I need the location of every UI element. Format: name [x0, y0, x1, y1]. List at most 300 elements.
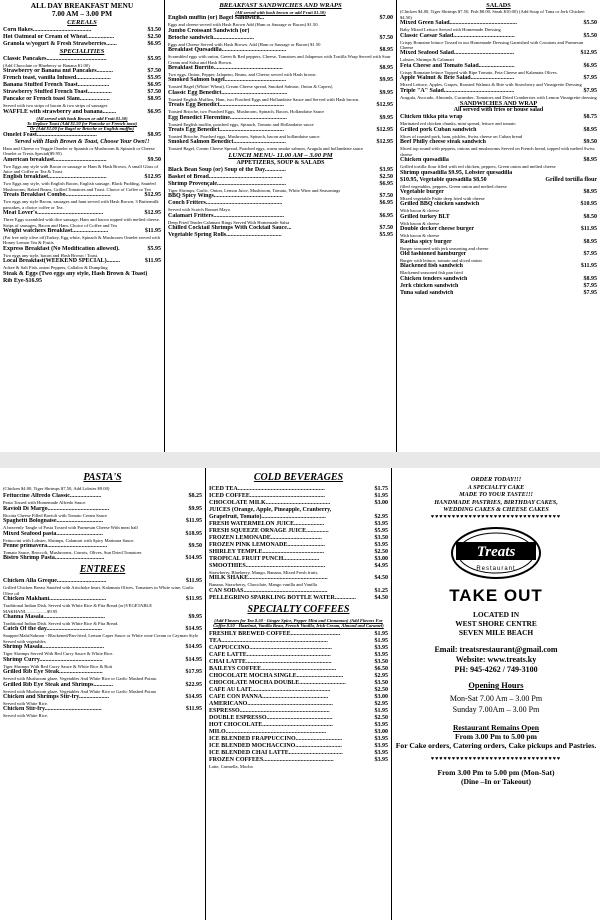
menu-item [168, 65, 393, 72]
menu-item [3, 246, 161, 253]
menu-item [209, 666, 388, 673]
menu-item-description: With bacon & cheese [400, 220, 440, 226]
menu-item-name: Grilled Rib Eye Steak............................. [3, 669, 103, 676]
menu-item-price: $1.95 [374, 493, 388, 499]
menu-item-description: Eggs and cheese served with Hash Brown Add (Ham or Sausage or Bacon) $1.50. [168, 22, 319, 28]
menu-item-name: English breakfast....................................... [3, 174, 107, 181]
menu-item-name: CHOCOLATE MOCHA DOUBLE............................... [209, 679, 346, 686]
menu-item-name: Beef Philly cheese steak sandwich [400, 139, 486, 146]
menu-item [168, 77, 393, 84]
menu-item-name: Treats Breakfast Combo.............................. [3, 192, 111, 199]
menu-item-name: BBQ Spicy Wings.............................................. [168, 193, 283, 200]
menu-item-name: Hot Oatmeal or Cream of Wheat.................. [3, 33, 115, 40]
menu-item-price: $3.95 [374, 542, 388, 548]
menu-item-price: $12.95 [144, 192, 161, 199]
menu-item-name: Feta Cheese and Tomato Salad........................ [400, 62, 515, 69]
menu-item-price: $6.95 [147, 82, 161, 89]
menu-item-price: $8.95 [583, 126, 597, 133]
section-title: SALADS [486, 2, 511, 9]
sandwiches-lunch-column [165, 0, 397, 452]
section-title: ENTREES [79, 564, 126, 576]
section-note: To Replace Toast (Add $1.50 for Pancake or French toast) [26, 121, 138, 127]
menu-item-name: FRESHLY BREWED COFFEE................................. [209, 630, 341, 637]
menu-item-price: $4.50 [374, 575, 388, 582]
menu-item [3, 258, 161, 265]
menu-item-price: $8.95 [379, 47, 393, 54]
menu-item-description: Ackee & Salt Fish, onion Peppers, Callaloo & Dumpling [3, 265, 108, 271]
menu-item-price: $2.50 [374, 686, 388, 693]
menu-item-description: Grilled Chicken Breast Sautéed with Artichoke heart, Kalamata Olives, Tomatoes in White wine, Garlic Olive oil [3, 585, 194, 596]
menu-item-price: $11.95 [185, 706, 202, 713]
menu-item-price: $17.95 [185, 669, 202, 676]
menu-item-name: TROPICAL FRUIT PUNCH........................ [209, 556, 320, 562]
menu-item-name: Channa Masala......................................... [3, 614, 106, 621]
menu-item-name: Chicken quesadilla [400, 157, 449, 164]
menu-item-description: Pasta Tossed with Homemade Alfredo Sauce [3, 500, 86, 506]
menu-item-price: $14.95 [185, 555, 202, 562]
menu-item [400, 114, 597, 121]
heart-divider-icon: ♥♥♥♥♥♥♥♥♥♥♥♥♥♥♥♥♥♥♥♥♥♥♥♥♥♥♥♥♥♥♥ [430, 755, 562, 762]
section-note: (All served with hash brown or add Fruit $1.50) [235, 10, 326, 15]
menu-item-price: $3.95 [379, 166, 393, 173]
menu-item-name: FROZEN LEMONADE.................................. [209, 535, 322, 541]
menu-item [3, 82, 161, 89]
menu-item [3, 578, 202, 585]
menu-item [168, 139, 393, 146]
location-line: WEST SHORE CENTRE [455, 618, 537, 628]
menu-item-description: Strawberry, Blueberry, Mango, Banana, Mixed Fresh fruits. [209, 570, 319, 575]
menu-item [3, 68, 161, 75]
menu-page-bottom [0, 468, 600, 920]
menu-item-name: Grilled Rib Eye Steak and Shrimps............. [3, 681, 114, 688]
menu-item [3, 518, 202, 525]
menu-item-price: $7.95 [583, 289, 597, 296]
menu-item [400, 276, 597, 283]
menu-item [400, 88, 597, 95]
menu-item-price: $7.50 [147, 89, 161, 96]
menu-item-description: Two eggs, Onion, Pepper, Jalapeno, Beans, and Cheese served with Hash brown. [168, 72, 317, 78]
menu-item-price: $8.50 [583, 213, 597, 220]
menu-item [3, 34, 161, 41]
menu-item-price: $3.00 [374, 500, 388, 506]
menu-item-name: FRESH SQUEEZE ORNAGE JUICE............... [209, 528, 329, 534]
menu-item-name: Vegetable burger [400, 188, 444, 195]
menu-item-name: FROZEN PINK LEMONADE......................... [209, 542, 325, 548]
section-note: Served with Hash Brown & Toast, Choose Your Own!! [14, 138, 150, 145]
menu-item-name: ICE BLENDED FRAPPUCCINO............................... [209, 735, 343, 742]
menu-item-name: AMERICANO......................................................... [209, 700, 333, 707]
menu-item-name: ICED COFFEE.................................................. [209, 493, 325, 499]
menu-item [209, 687, 388, 694]
menu-item [400, 263, 597, 270]
menu-item-price: $1.95 [374, 707, 388, 714]
menu-item-name: Double decker cheese burger [400, 226, 475, 233]
menu-item-price: $1.95 [374, 637, 388, 644]
menu-item-price: $3.50 [374, 679, 388, 686]
section-title: LUNCH MENU- 11.00 AM – 3.00 PM [228, 151, 333, 159]
menu-item-price: $9.50 [147, 156, 161, 163]
menu-item-name: Banana Stuffed French Toast..................... [3, 82, 110, 89]
menu-item-description: Tiger Shrimps With Red Curry Sauce & White Rice & Roti [3, 663, 113, 669]
menu-item-price: $2.50 [374, 549, 388, 555]
menu-item-description: Toasted English Muffins, Ham, two Poached Eggs and Hollandaise Sauce and Served with Hash brown. [168, 96, 360, 102]
menu-item-description: Ham and Cheese or Veggie Omelet or Spanish or Mushroom & Spinach or Cheese Omelet or Trests Special($9.95) [3, 145, 155, 157]
menu-item-name: Mixed Green Salad............................................. [400, 20, 518, 27]
menu-item-price: $3.95 [374, 742, 388, 749]
menu-item-description: Served with Mushroom glaze, Vegetables And White Rice or Garlic Mashed Potato [3, 688, 157, 694]
remains-open-line: From 3.00 Pm to 5.00 pm [455, 731, 537, 741]
menu-item [209, 694, 388, 701]
menu-item-price: $8.95 [583, 275, 597, 282]
section-subtitle: All served with fries or house salad [453, 107, 544, 114]
menu-item [3, 596, 202, 603]
menu-item-name: Steak & Eggs (Two eggs any style, Hash Brown & Toast) [3, 270, 148, 277]
menu-item-name: JUICES (Orange, Apple, Pineapple, Cranberry, [209, 507, 332, 513]
menu-item-name: Apple Walnut & Brie Salad............................. [400, 75, 515, 82]
menu-item-name: $10.95, Vegetable quesadilla $8.50 [400, 176, 487, 183]
order-line: HANDMADE PASTRIES, BIRTHDAY CAKES, [434, 498, 558, 506]
menu-item [3, 75, 161, 82]
menu-item [3, 96, 161, 103]
menu-item-description: Mixed Lettuce, Apples, Grapes, Roasted Walnuts & Brie with Strawberry and Vinaigrette Dressing [400, 82, 582, 88]
menu-item [209, 549, 388, 556]
menu-item [400, 50, 597, 57]
menu-item-price: $2.50 [374, 714, 388, 721]
menu-item-description: Marinated red chicken chunks, mint spread, lettuce and tomato [400, 121, 516, 127]
menu-item-description: (Chicken $4.00, Tiger Shrimps $7.50, Add Lobster $9.00) [3, 486, 110, 491]
menu-item-price: $6.95 [379, 180, 393, 187]
menu-item-description: Eggs and Cheese Served with Hash Brown. Add (Ham or Sausage or Bacon) $1.50 [168, 41, 321, 47]
menu-item-price: $3.95 [374, 721, 388, 728]
menu-item-description: Tomato Sauce, Broccoli, Mushrooms, Carrots, Olives, Sun Dried Tomatoes [3, 550, 142, 556]
menu-item-name: Ravioli Di Margo......................................... [3, 505, 110, 512]
menu-item-description: Two eggs any style Bacon, sausages and ham served with Hash Brown, 3 Buttermilk pancakes, a choice coffee or Tea. [3, 199, 159, 210]
menu-item [3, 682, 202, 689]
menu-item-price: Grilled tortilla flour [545, 176, 597, 183]
menu-item [3, 626, 202, 633]
menu-item-price: $6.95 [147, 108, 161, 115]
menu-item-price: $6.95 [379, 212, 393, 219]
menu-item-name: PELLEGRINO SPARKLING BOTTLE WATER.............. [209, 594, 356, 601]
menu-item-name: CAPPUCCINO....................................................... [209, 644, 332, 651]
location-line: SEVEN MILE BEACH [458, 627, 534, 637]
menu-item-name: MILO................................................................... [209, 728, 327, 735]
menu-item [168, 232, 393, 239]
menu-item [209, 521, 388, 528]
menu-item-name: Shrimp Provençale.............................................. [168, 180, 287, 187]
menu-item-name: TEA....................................................................... [209, 637, 328, 644]
menu-item-price: $11.95 [580, 263, 597, 270]
menu-item-name: Rib Eye-$16.95 [3, 277, 42, 284]
menu-item-name: Rastha spicy burger [400, 238, 452, 245]
menu-item-price: $3.95 [374, 651, 388, 658]
menu-item-name: FRESH WATERMELON JUICE.................... [209, 521, 325, 527]
menu-item [209, 631, 388, 638]
menu-item-price: $5.95 [147, 75, 161, 82]
menu-item [209, 757, 388, 764]
menu-item [400, 75, 597, 82]
menu-item-description: Ricotta Cheese Filled Ravioli with Tomato Cream Sauce [3, 512, 108, 518]
menu-item [3, 555, 202, 562]
menu-item [209, 659, 388, 666]
menu-item-price: $8.95 [379, 65, 393, 72]
menu-item-price: $9.95 [188, 505, 202, 512]
menu-item-price: $11.95 [185, 596, 202, 603]
menu-item-description: Served with White Rice. [3, 713, 49, 719]
menu-item [209, 500, 388, 507]
menu-item-price: $3.95 [374, 521, 388, 527]
menu-item-price: $6.95 [147, 40, 161, 47]
menu-item-price: $5.95 [379, 232, 393, 239]
opening-hours-title: Opening Hours [468, 680, 524, 690]
menu-item [400, 177, 597, 184]
menu-item [168, 181, 393, 188]
menu-item [209, 595, 388, 602]
menu-item [3, 210, 161, 217]
order-line: A SPECIALTY CAKE [467, 483, 525, 491]
menu-item-name: CAFÉ LATTE........................................................ [209, 651, 331, 658]
menu-item-price: $7.95 [583, 75, 597, 82]
menu-item [209, 556, 388, 563]
menu-item-name: DOUBLE ESPRESSO............................................ [209, 714, 333, 721]
menu-item [3, 271, 161, 278]
section-note: Or (Add $1.00 for Bagel or Brioche or English muffin) [29, 126, 135, 132]
menu-item-description: Tiger Shrimps, Garlic, Onion, Lemon Juice, Mushroom, Tomato, White Wine and Seasonings [168, 187, 341, 193]
menu-item-price: $8.95 [583, 238, 597, 245]
menu-item [168, 127, 393, 134]
menu-item-price: $3.50 [147, 26, 161, 33]
menu-item-price: $8.75 [583, 114, 597, 121]
menu-item-price: $14.95 [185, 626, 202, 633]
menu-item-description: Toasted Bagel, Cream Cheese Spread, Poached eggs, warm smoke salmon, Arugula and hollandaise sauce [168, 146, 363, 152]
menu-item-price: $7.95 [583, 87, 597, 94]
menu-item [209, 729, 388, 736]
menu-item-price: $3.95 [374, 644, 388, 651]
menu-item-name: CAN SODAS........................................................ [209, 587, 328, 594]
menu-item-name: FROZEN COFFEES............................................... [209, 756, 334, 763]
menu-item [400, 170, 597, 177]
menu-item-price: $2.50 [147, 33, 161, 40]
menu-item-price: $6.95 [379, 200, 393, 207]
menu-item-price: $6.95 [583, 62, 597, 69]
menu-item [3, 192, 161, 199]
menu-item-name: Grilled pork Cuban sandwich [400, 126, 477, 133]
menu-item-description: Two Eggs any style with Bacon or sausage or Ham & Hash Brown, A small Glass of Juice and Coffee or Tea & Toast [3, 163, 159, 175]
menu-item-price: $3.50 [374, 658, 388, 665]
menu-item-price: $8.25 [188, 493, 202, 500]
menu-item [209, 736, 388, 743]
phone-number: PH: 945-4262 / 749-3100 [454, 664, 538, 674]
menu-item-description: Banana, Strawberry, Chocolate, Mango vanilla and Vanilla [209, 582, 317, 588]
menu-item-description: Blackened seasoned fish pan fried [400, 270, 463, 276]
menu-item-name: Basket of Bread................................................. [168, 173, 283, 180]
menu-header: ALL DAY BREAKFAST MENU [30, 1, 134, 10]
menu-item-name: CHOCOLATE MOCHA SINGLE............................... [209, 672, 344, 679]
menu-item-price: $10.95 [580, 201, 597, 208]
menu-item-name: Weight watchers Breakfast........................ [3, 227, 109, 234]
menu-item-price: $12.95 [376, 139, 393, 146]
menu-item-price: $12.95 [144, 210, 161, 217]
menu-item [209, 575, 388, 582]
menu-item-description: Traditional Indian Dish. Served with White Rice & Pita Bread. [3, 621, 119, 627]
menu-item-name: Strawberry Stuffed French Toast................ [3, 89, 112, 96]
menu-item [209, 563, 388, 570]
menu-item-description: With bacon & cheese [400, 208, 440, 214]
menu-item-price: $3.95 [374, 749, 388, 756]
menu-item-price: $12.95 [580, 50, 597, 57]
menu-item-name: Smoked Salmon Benedict................................... [168, 139, 286, 146]
menu-item [168, 102, 393, 109]
menu-item-name: Tuna salad sandwich [400, 289, 454, 296]
menu-item-price: $9.95 [379, 114, 393, 121]
menu-item-name: HOT CHOCOLATE............................................... [209, 721, 333, 728]
menu-item [209, 743, 388, 750]
menu-item-name: American breakfast................................... [3, 156, 107, 163]
menu-item-name: Classic Pancakes........................................ [3, 55, 107, 62]
menu-item [209, 528, 388, 535]
menu-item-name: Grilled turkey BLT [400, 213, 450, 220]
menu-item-name: Mixed Seafood Salad........................................ [400, 50, 515, 57]
menu-item-description: Served with Scotch Bonnet Mayo [168, 207, 231, 213]
remains-open-title: Restaurant Remains Open [452, 722, 540, 732]
menu-item-description: (Chicken $4.00, Tiger Shrimps $7.50, Fish $8.00, Steak $10.00) (Add Soup of Tuna or Jerk Chicken $4.50) [400, 9, 585, 20]
menu-item-description: Crispy Romaine lettuce Topped with Ripe Tomato, Feta Cheese and Kalamata Olives. [400, 69, 558, 75]
menu-item-price: $3.50 [374, 535, 388, 541]
menu-item-price: $9.95 [379, 89, 393, 96]
menu-item [209, 673, 388, 680]
menu-item-name: Classic Caesar Salad......................................... [400, 32, 515, 39]
location-line: LOCATED IN [472, 609, 520, 619]
menu-item-price: $22.95 [185, 681, 202, 688]
menu-page-top [0, 0, 600, 452]
menu-item [3, 89, 161, 96]
menu-item-price: $5.95 [147, 55, 161, 62]
menu-item-name: Meat Lover's............................................ [3, 210, 104, 217]
website-link[interactable]: Website: www.treats.ky [455, 654, 537, 664]
menu-item-name: WAFFLE with strawberry and banana......... [3, 108, 117, 115]
menu-item [209, 514, 388, 521]
menu-item-name: ICED TEA.......................................................... [209, 486, 325, 492]
menu-item-price: $2.95 [374, 514, 388, 520]
menu-item-price: $3.95 [374, 756, 388, 763]
menu-item [168, 90, 393, 97]
section-title: COLD BEVERAGES [253, 472, 344, 483]
menu-item-name: Chilled Cocktail Shrimps With Cocktail Sauce... [168, 225, 292, 232]
location-block [395, 610, 597, 637]
menu-item-price: $8.95 [583, 157, 597, 164]
section-title: BREAKFAST SANDWICHES AND WRAPS [219, 2, 342, 9]
pastas-entrees-column [0, 468, 206, 920]
order-line: ORDER TODAY!!! [470, 476, 522, 483]
menu-item-description: Sliced top round with peppers, onions and mushrooms Served on French bread, topped with melted Swiss cheese [400, 146, 595, 157]
menu-item-price: $11.95 [144, 258, 161, 265]
menu-item-price: $14.95 [185, 693, 202, 700]
menu-item-price: $18.95 [185, 530, 202, 537]
menu-item-name: Smoked Salmon bagel......................................... [168, 77, 287, 84]
menu-item-price: $5.95 [374, 528, 388, 534]
salads-sandwiches-column [397, 0, 600, 452]
menu-item [168, 47, 393, 54]
menu-item-description: (Add Chocolate or Blueberry or Banana $1.00) [3, 62, 90, 68]
menu-item-name: Fettuccine Alfredo Classic..................... [3, 493, 102, 500]
menu-item-name: Chicken tenders sandwich [400, 275, 468, 282]
section-title: PASTA'S [83, 472, 122, 483]
menu-item-price: $8.95 [147, 96, 161, 103]
menu-item-name: Black Bean Soup (or) Soup of the Day.............. [168, 166, 286, 173]
info-column [392, 468, 600, 920]
menu-item [209, 715, 388, 722]
menu-item-name: MILK SHAKE..................................................... [209, 575, 328, 582]
menu-item-description: Served with two strips of bacon & two strips of sausages [3, 103, 108, 109]
menu-item-name: ICE BLENDED CHAI LATTE.................................... [209, 749, 343, 756]
menu-item-name: Conch Fritters................................................... [168, 200, 283, 207]
email-link[interactable]: Email: treatsrestaurant@gmail.com [434, 644, 558, 654]
breakfast-column [0, 0, 165, 452]
menu-item [400, 157, 597, 164]
menu-item [3, 56, 161, 63]
order-line: MADE TO YOUR TASTE!!! [459, 491, 533, 499]
menu-item [3, 157, 161, 164]
menu-item-price: $9.50 [583, 139, 597, 146]
menu-item-name: ESPRESSO............................................................ [209, 707, 330, 714]
section-subtitle: APPETIZERS, SOUP & SALADS [236, 159, 325, 166]
menu-item [209, 680, 388, 687]
menu-item [400, 127, 597, 134]
menu-item-name: Jerk chicken sandwich [400, 282, 459, 289]
menu-item-name: Mixed Seafood pasta............................... [3, 530, 103, 537]
menu-item-name: Egg Benedict Florentine...................................... [168, 114, 287, 121]
menu-item-description: Lobster, Shrimps & Calamari [400, 57, 455, 63]
menu-header: 7.00 AM – 3.00 PM [51, 9, 113, 19]
menu-item-price: $3.00 [374, 728, 388, 735]
section-title: SPECIALTY COFFEES [247, 603, 350, 615]
beverages-coffees-column [206, 468, 392, 920]
menu-item [168, 35, 393, 42]
menu-item-name: Grilled BBQ chicken sandwich [400, 201, 480, 208]
menu-item [3, 174, 161, 181]
menu-item [3, 706, 202, 713]
menu-item-price: $7.50 [379, 193, 393, 200]
section-title: CEREALS [67, 18, 97, 26]
menu-item-price: $14.95 [185, 656, 202, 663]
menu-item-name: Chicken Stir-fry...................................... [3, 706, 102, 713]
opening-hours-line: Mon-Sat 7.00 Am – 3.00 Pm [449, 693, 543, 703]
menu-item-price: $9.95 [188, 614, 202, 621]
logo-subtext: Restaurant [476, 565, 516, 572]
menu-item-name: Strawberry or Banana nut Pancakes........... [3, 68, 114, 75]
menu-item [168, 115, 393, 122]
menu-item-name: Spaghetti Bolognaise............................... [3, 518, 104, 525]
menu-item-description: Deep Fried Tender Calamari Rings Served With Homemade Salsa [168, 219, 290, 225]
menu-item-name: Bistro Shrimp Pasta................................. [3, 555, 105, 562]
menu-item [209, 507, 388, 514]
menu-item-description: Traditional Indian Dish. Served with White Rice & Pita Bread (or)VEGETABLE MAKHANI...................$9.95 [3, 603, 153, 614]
menu-item [168, 225, 393, 232]
section-title: SANDWICHES AND WRAP [459, 100, 538, 108]
menu-item-description: Toasted Brioche, two Poached Eggs, Mushroom, Spinach, Bacon, Hollandaise Sauce [168, 109, 325, 115]
menu-item-name: Triple "A" Salad............................................... [400, 87, 515, 94]
menu-item-description: Arugula, Avocado, Almonds, Cucumber, Tomatoes and Dried Cranberries with Lemon Vinaigrette dressing [400, 94, 597, 100]
menu-item-price: $12.95 [144, 174, 161, 181]
menu-item-name: CAFÉ AU LAIT..................................................... [209, 686, 331, 693]
menu-item-description: With bacon & cheese [400, 233, 440, 239]
menu-item-price: $11.95 [185, 578, 202, 585]
menu-item-name: Chicken and Shrimps Stir-fry.................... [3, 693, 109, 700]
menu-item [168, 213, 393, 220]
menu-item-description: Fettuccini with Lobster, Shrimps, Calamari with Spicy Marinara Sauce. [3, 537, 135, 543]
menu-item [209, 535, 388, 542]
menu-item-name: Shrimp quesadilla $9.95, Lobster quesadilla [400, 169, 513, 176]
